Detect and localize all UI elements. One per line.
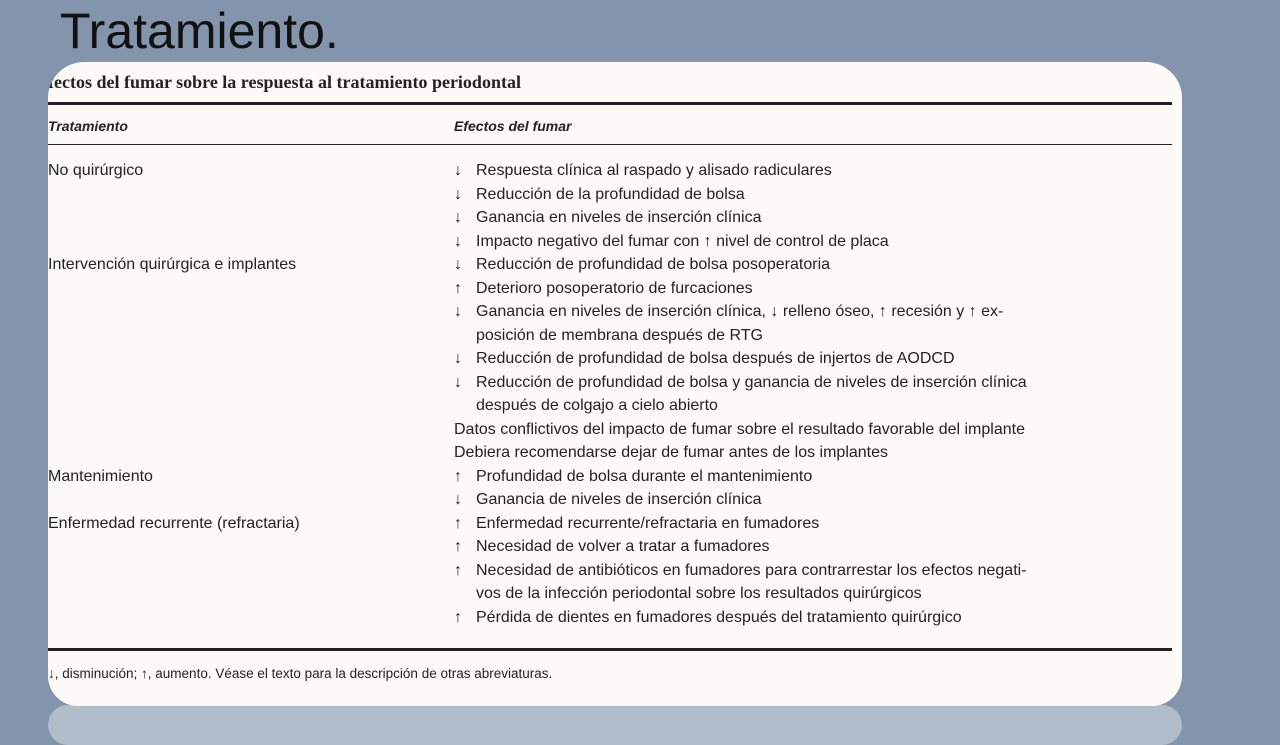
effect-cell xyxy=(454,253,830,277)
table-row xyxy=(48,394,1178,418)
effect-text: Debiera recomendarse dejar de fumar antes de los implantes xyxy=(454,444,889,461)
effect-cell xyxy=(454,418,1025,442)
treatment-cell: No quirúrgico xyxy=(48,162,144,179)
table-top-rule xyxy=(48,102,1172,105)
table-row xyxy=(48,300,1178,324)
effect-text: vos de la infección periodontal sobre los resultados quirúrgicos xyxy=(476,585,922,602)
arrow-up-icon: ↑ xyxy=(454,467,462,485)
effect-cell xyxy=(454,300,1003,324)
effect-cell xyxy=(454,347,955,371)
table-row xyxy=(48,465,1178,489)
effect-text: Reducción de profundidad de bolsa posoperatoria xyxy=(476,256,831,273)
arrow-down-icon: ↓ xyxy=(454,232,462,250)
background-panel xyxy=(48,705,1182,745)
arrow-down-icon: ↓ xyxy=(454,162,462,179)
effect-cell xyxy=(454,582,922,606)
effect-cell xyxy=(454,535,769,559)
table-row xyxy=(48,183,1178,207)
effect-text: posición de membrana después de RTG xyxy=(476,326,763,344)
arrow-down-icon: ↓ xyxy=(454,350,462,367)
table-bottom-rule xyxy=(48,648,1172,651)
table-row xyxy=(48,347,1178,371)
effect-cell xyxy=(454,441,888,465)
table-row xyxy=(48,418,1178,442)
table-footnote: ↓, disminución; ↑, aumento. Véase el texto para la descripción de otras abreviaturas. xyxy=(48,666,553,681)
smoking-effects-table xyxy=(48,62,1182,706)
effect-text: Reducción de la profundidad de bolsa xyxy=(476,185,745,203)
arrow-down-icon: ↓ xyxy=(454,185,462,203)
effect-text: después de colgajo a cielo abierto xyxy=(476,397,718,414)
effect-cell xyxy=(454,324,763,348)
table-row xyxy=(48,230,1178,254)
table-row xyxy=(48,277,1178,301)
table-row xyxy=(48,441,1178,465)
effect-cell xyxy=(454,465,812,489)
treatment-cell: Mantenimiento xyxy=(48,467,153,485)
table-row xyxy=(48,606,1178,630)
effect-cell xyxy=(454,183,745,207)
effect-text: Ganancia en niveles de inserción clínica, ↓ relleno óseo, ↑ recesión y ↑ ex- xyxy=(476,303,1004,320)
effect-text: Pérdida de dientes en fumadores después del tratamiento quirúrgico xyxy=(476,608,962,626)
effect-text: Necesidad de volver a tratar a fumadores xyxy=(476,538,770,555)
arrow-down-icon: ↓ xyxy=(454,209,462,226)
table-caption: fectos del fumar sobre la respuesta al tratamiento periodontal xyxy=(48,72,521,92)
effect-cell xyxy=(454,559,1027,583)
table-row xyxy=(48,582,1178,606)
effect-text: Necesidad de antibióticos en fumadores para contrarrestar los efectos negati- xyxy=(476,561,1027,579)
table-row xyxy=(48,512,1178,536)
table-row xyxy=(48,371,1178,395)
effect-text: Datos conflictivos del impacto de fumar sobre el resultado favorable del implante xyxy=(454,420,1025,438)
effect-text: Reducción de profundidad de bolsa después de injertos de AODCD xyxy=(476,350,955,367)
arrow-up-icon: ↑ xyxy=(454,538,462,555)
table-row xyxy=(48,535,1178,559)
effect-text: Respuesta clínica al raspado y alisado radiculares xyxy=(476,162,832,179)
column-header-tratamiento: Tratamiento xyxy=(48,118,128,134)
table-row xyxy=(48,206,1178,230)
table-row xyxy=(48,253,1178,277)
arrow-down-icon: ↓ xyxy=(454,491,462,508)
effect-cell xyxy=(454,394,718,418)
effect-cell xyxy=(454,277,753,301)
table-row xyxy=(48,488,1178,512)
effect-text: Reducción de profundidad de bolsa y ganancia de niveles de inserción clínica xyxy=(476,373,1027,391)
arrow-down-icon: ↓ xyxy=(454,373,462,391)
slide-title: Tratamiento. xyxy=(60,3,339,59)
effect-text: Ganancia en niveles de inserción clínica xyxy=(476,209,762,226)
column-header-efectos: Efectos del fumar xyxy=(454,118,572,134)
arrow-up-icon: ↑ xyxy=(454,561,462,579)
arrow-down-icon: ↓ xyxy=(454,303,462,320)
effect-cell xyxy=(454,512,819,536)
arrow-down-icon: ↓ xyxy=(454,256,462,273)
arrow-up-icon: ↑ xyxy=(454,608,462,626)
effect-cell xyxy=(454,159,832,183)
treatment-cell: Enfermedad recurrente (refractaria) xyxy=(48,514,300,532)
table-row xyxy=(48,559,1178,583)
effect-text: Profundidad de bolsa durante el mantenimiento xyxy=(476,467,813,485)
document-image xyxy=(48,62,1182,706)
table-row xyxy=(48,324,1178,348)
effect-text: Enfermedad recurrente/refractaria en fumadores xyxy=(476,514,820,532)
table-row xyxy=(48,159,1178,183)
effect-cell xyxy=(454,206,762,230)
effect-cell xyxy=(454,606,962,630)
treatment-cell: Intervención quirúrgica e implantes xyxy=(48,256,297,273)
effect-cell xyxy=(454,371,1027,395)
table-header-rule xyxy=(48,144,1172,145)
effect-text: Deterioro posoperatorio de furcaciones xyxy=(476,279,753,297)
effect-cell xyxy=(454,230,889,254)
arrow-up-icon: ↑ xyxy=(454,514,462,532)
effect-text: Impacto negativo del fumar con ↑ nivel de control de placa xyxy=(476,232,889,250)
effect-text: Ganancia de niveles de inserción clínica xyxy=(476,491,762,508)
effect-cell xyxy=(454,488,762,512)
arrow-up-icon: ↑ xyxy=(454,279,462,297)
